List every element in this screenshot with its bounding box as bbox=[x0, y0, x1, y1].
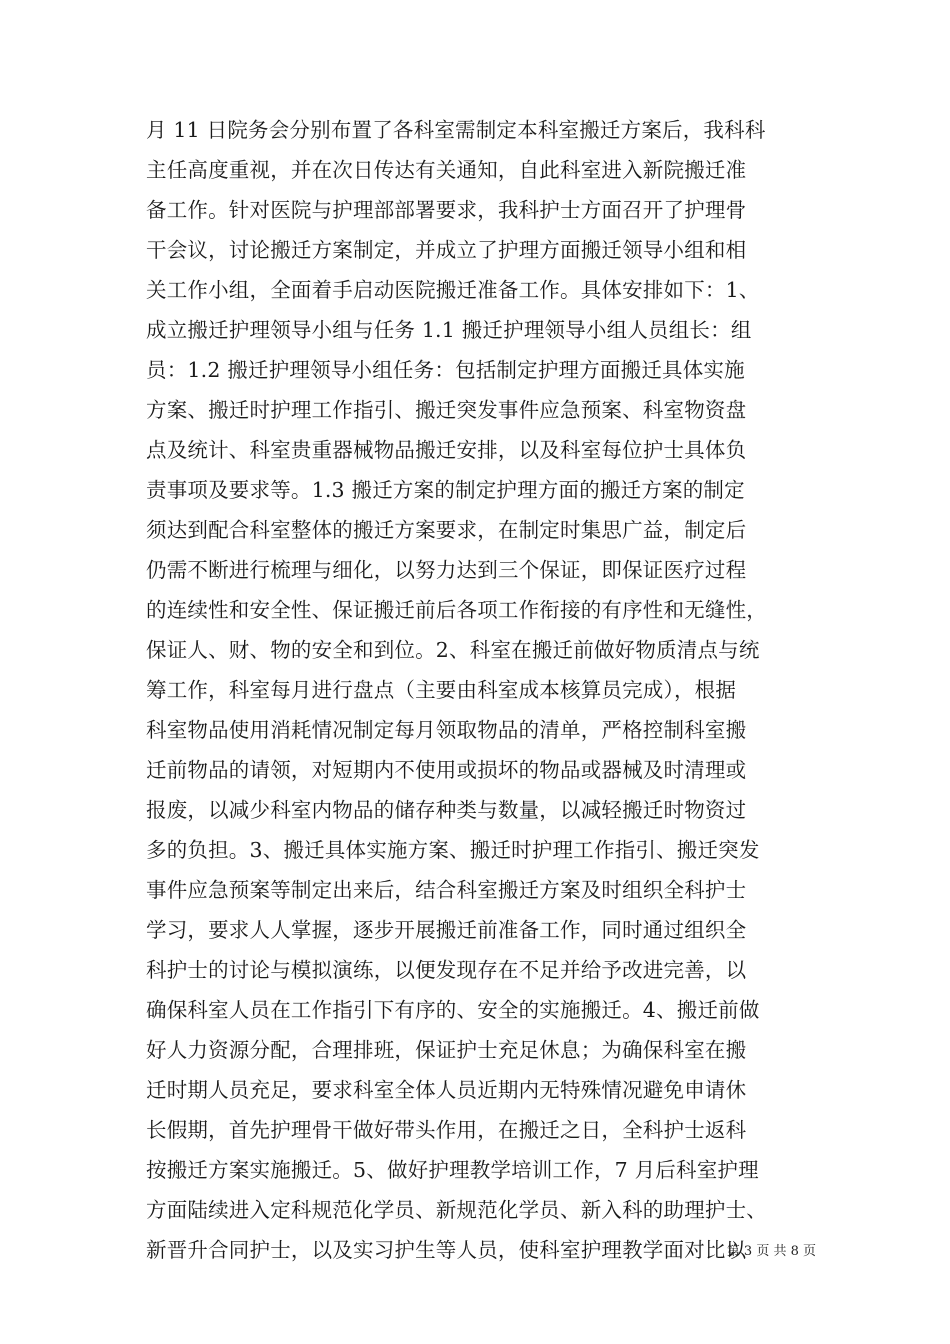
text-line: 报废，以减少科室内物品的储存种类与数量，以减轻搬迁时物资过 bbox=[146, 798, 747, 822]
text-line: 的连续性和安全性、保证搬迁前后各项工作衔接的有序性和无缝性， bbox=[146, 598, 767, 622]
text-line: 月 11 日院务会分别布置了各科室需制定本科室搬迁方案后，我科科 bbox=[146, 118, 766, 142]
text-line: 方案、搬迁时护理工作指引、搬迁突发事件应急预案、科室物资盘 bbox=[146, 398, 747, 422]
text-line: 主任高度重视，并在次日传达有关通知，自此科室进入新院搬迁准 bbox=[146, 158, 747, 182]
text-line: 新晋升合同护士，以及实习护生等人员，使科室护理教学面对比以 bbox=[146, 1238, 747, 1262]
text-line: 迁时期人员充足，要求科室全体人员近期内无特殊情况避免申请休 bbox=[146, 1078, 747, 1102]
text-line: 备工作。针对医院与护理部部署要求，我科护士方面召开了护理骨 bbox=[146, 198, 747, 222]
text-line: 长假期，首先护理骨干做好带头作用，在搬迁之日，全科护士返科 bbox=[146, 1118, 747, 1142]
text-line: 点及统计、科室贵重器械物品搬迁安排，以及科室每位护士具体负 bbox=[146, 438, 747, 462]
text-line: 确保科室人员在工作指引下有序的、安全的实施搬迁。4、搬迁前做 bbox=[146, 998, 760, 1022]
text-line: 好人力资源分配，合理排班，保证护士充足休息；为确保科室在搬 bbox=[146, 1038, 747, 1062]
text-line: 保证人、财、物的安全和到位。2、科室在搬迁前做好物质清点与统 bbox=[146, 638, 760, 662]
text-line: 学习，要求人人掌握，逐步开展搬迁前准备工作，同时通过组织全 bbox=[146, 918, 747, 942]
text-line: 多的负担。3、搬迁具体实施方案、搬迁时护理工作指引、搬迁突发 bbox=[146, 838, 760, 862]
page-number-footer: 第 3 页 共 8 页 bbox=[726, 1244, 816, 1259]
text-line: 事件应急预案等制定出来后，结合科室搬迁方案及时组织全科护士 bbox=[146, 878, 747, 902]
text-line: 科室物品使用消耗情况制定每月领取物品的清单，严格控制科室搬 bbox=[146, 718, 747, 742]
text-line: 方面陆续进入定科规范化学员、新规范化学员、新入科的助理护士、 bbox=[146, 1198, 767, 1222]
text-line: 干会议，讨论搬迁方案制定，并成立了护理方面搬迁领导小组和相 bbox=[146, 238, 747, 262]
text-line: 按搬迁方案实施搬迁。5、做好护理教学培训工作，7 月后科室护理 bbox=[146, 1158, 759, 1182]
text-line: 仍需不断进行梳理与细化，以努力达到三个保证，即保证医疗过程 bbox=[146, 558, 747, 582]
text-line: 筹工作，科室每月进行盘点（主要由科室成本核算员完成），根据 bbox=[146, 678, 737, 702]
text-line: 迁前物品的请领，对短期内不使用或损坏的物品或器械及时清理或 bbox=[146, 758, 747, 782]
text-line: 责事项及要求等。1.3 搬迁方案的制定护理方面的搬迁方案的制定 bbox=[146, 478, 745, 502]
text-line: 科护士的讨论与模拟演练，以便发现存在不足并给予改进完善，以 bbox=[146, 958, 747, 982]
body-text bbox=[146, 110, 816, 1270]
text-line: 员：1.2 搬迁护理领导小组任务：包括制定护理方面搬迁具体实施 bbox=[146, 358, 745, 382]
text-line: 关工作小组，全面着手启动医院搬迁准备工作。具体安排如下：1、 bbox=[146, 278, 760, 302]
text-line: 成立搬迁护理领导小组与任务 1.1 搬迁护理领导小组人员组长：组 bbox=[146, 318, 752, 342]
text-line: 须达到配合科室整体的搬迁方案要求，在制定时集思广益，制定后 bbox=[146, 518, 747, 542]
